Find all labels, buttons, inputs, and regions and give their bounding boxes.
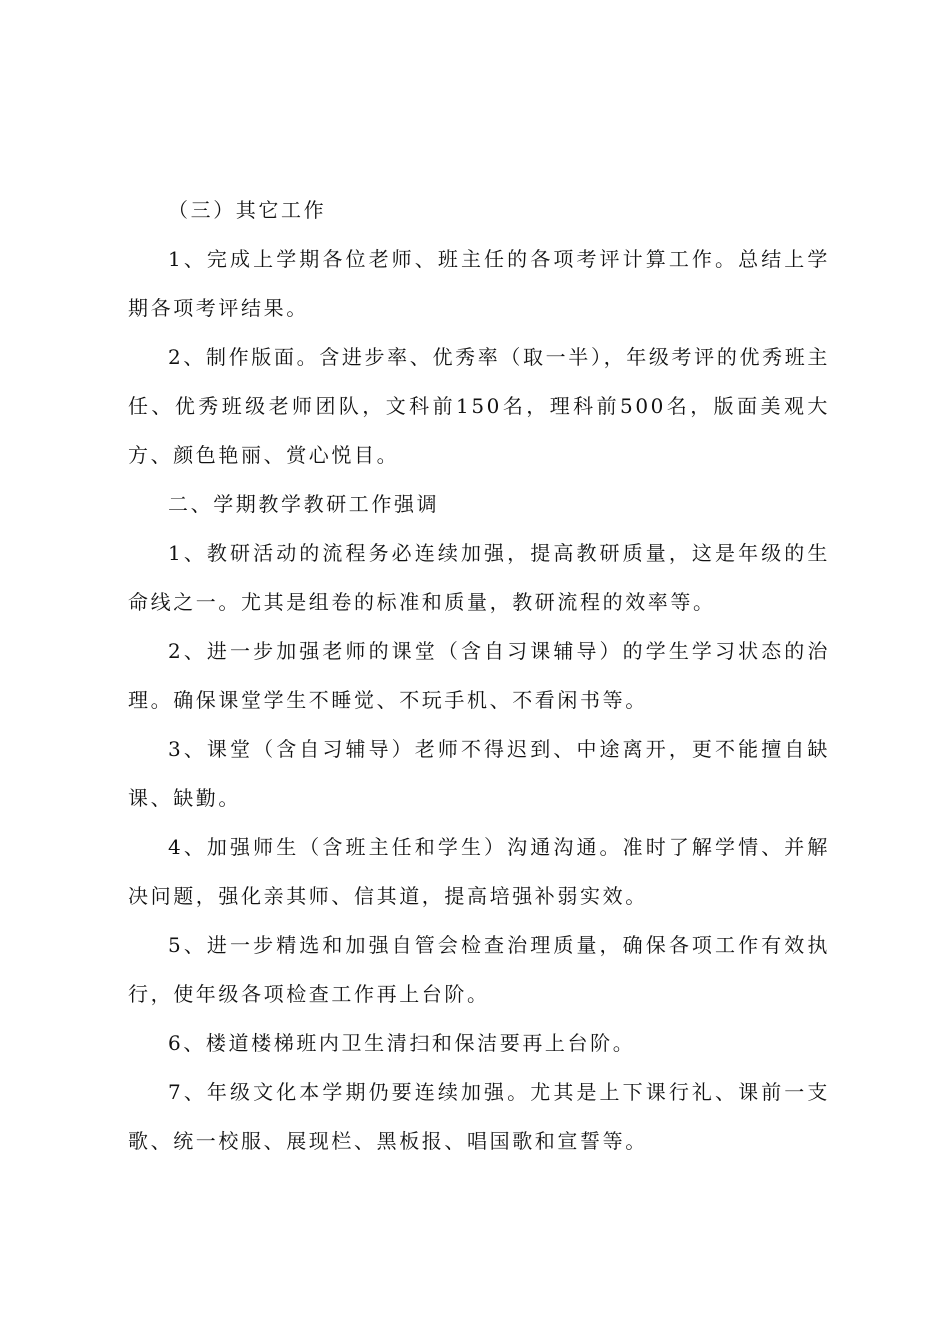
section-heading-other-work: （三）其它工作 [168, 198, 327, 222]
paragraph-item-2: 2、制作版面。含进步率、优秀率（取一半），年级考评的优秀班主任、优秀班级老师团队，文科前150名，理科前500名，版面美观大方、颜色艳丽、赏心悦目。 [128, 345, 830, 467]
paragraph-research-1: 1、教研活动的流程务必连续加强，提高教研质量，这是年级的生命线之一。尤其是组卷的标准和质量，教研流程的效率等。 [128, 541, 830, 614]
paragraph-item-1: 1、完成上学期各位老师、班主任的各项考评计算工作。总结上学期各项考评结果。 [128, 247, 830, 320]
section-heading-teaching-research: 二、学期教学教研工作强调 [168, 492, 440, 516]
paragraph-research-6: 6、楼道楼梯班内卫生清扫和保洁要再上台阶。 [168, 1031, 636, 1055]
paragraph-research-4: 4、加强师生（含班主任和学生）沟通沟通。准时了解学情、并解决问题，强化亲其师、信其道，提高培强补弱实效。 [128, 835, 830, 908]
paragraph-research-5: 5、进一步精选和加强自管会检查治理质量，确保各项工作有效执行，使年级各项检查工作再上台阶。 [128, 933, 830, 1006]
document-body [128, 186, 830, 1166]
paragraph-research-2: 2、进一步加强老师的课堂（含自习课辅导）的学生学习状态的治理。确保课堂学生不睡觉、不玩手机、不看闲书等。 [128, 639, 830, 712]
paragraph-research-3: 3、课堂（含自习辅导）老师不得迟到、中途离开，更不能擅自缺课、缺勤。 [128, 737, 830, 810]
paragraph-research-7: 7、年级文化本学期仍要连续加强。尤其是上下课行礼、课前一支歌、统一校服、展现栏、黑板报、唱国歌和宣誓等。 [128, 1080, 830, 1153]
